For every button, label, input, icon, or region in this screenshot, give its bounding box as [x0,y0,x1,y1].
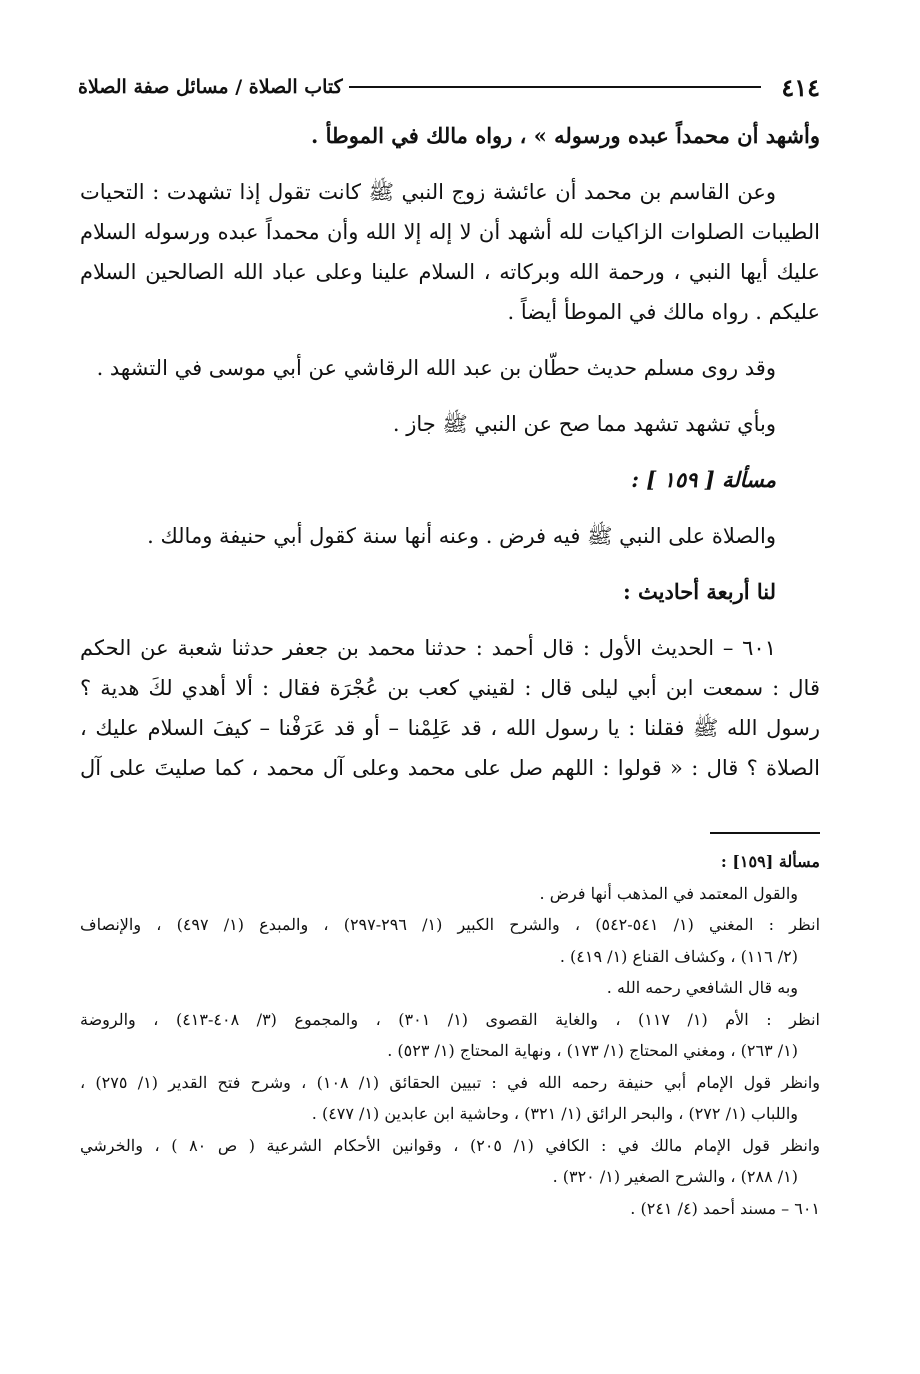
running-header [78,72,820,102]
running-title: كتاب الصلاة / مسائل صفة الصلاة [78,76,343,98]
footnote-line: انظر : المغني (١/ ٥٤١-٥٤٢) ، والشرح الكبير (١/ ٢٩٦-٢٩٧) ، والمبدع (١/ ٤٩٧) ، والإنصاف [80,915,820,934]
text-line: وقد روى مسلم حديث حطّان بن عبد الله الرقاشي عن أبي موسى في التشهد . [96,356,776,380]
footnote-line: (٢/ ١١٦) ، وكشاف القناع (١/ ٤١٩) . [559,946,798,966]
footnote-line: (١/ ٢٦٣) ، ومغني المحتاج (١/ ١٧٣) ، ونهاية المحتاج (١/ ٥٢٣) . [387,1041,798,1060]
main-text [80,116,820,788]
text-line: وأشهد أن محمداً عبده ورسوله » ، رواه مالك في الموطأ . [311,123,820,148]
text-line: عليكم . رواه مالك في الموطأ أيضاً . [507,300,820,324]
text-line: وعن القاسم بن محمد أن عائشة زوج النبي ﷺ كانت تقول إذا تشهدت : التحيات [80,180,776,204]
issue-heading: مسألة [ ١٥٩ ] : [631,467,776,492]
footnote-line: وانظر قول الإمام مالك في : الكافي (١/ ٢٠٥) ، وقوانين الأحكام الشرعية ( ص ٨٠ ) ، والخرشي [80,1135,820,1155]
footnote-line: انظر : الأم (١/ ١١٧) ، والغاية القصوى (١/ ٣٠١) ، والمجموع (٣/ ٤٠٨-٤١٣) ، والروضة [80,1009,820,1029]
header-rule [349,86,762,88]
text-line: والصلاة على النبي ﷺ فيه فرض . وعنه أنها سنة كقول أبي حنيفة ومالك . [147,524,776,548]
hadith-line: ٦٠١ – الحديث الأول : قال أحمد : حدثنا محمد بن جعفر حدثنا شعبة عن الحكم [80,636,776,660]
text-line: الطيبات الصلوات الزاكيات لله أشهد أن لا إله إلا الله وأن محمداً عبده ورسوله السلام [80,220,820,244]
footnote-line: ٦٠١ – مسند أحمد (٤/ ٢٤١) . [630,1198,820,1218]
footnote-line: والقول المعتمد في المذهب أنها فرض . [539,883,798,903]
text-line: عليك أيها النبي ، ورحمة الله وبركاته ، السلام علينا وعلى عباد الله الصالحين السلام [80,260,820,284]
hadith-line: الصلاة ؟ قال : « قولوا : اللهم صل على محمد وعلى آل محمد ، كما صليتَ على آل [80,756,820,780]
text-line: وبأي تشهد تشهد مما صح عن النبي ﷺ جاز . [392,412,776,436]
footnote-line: وبه قال الشافعي رحمه الله . [606,978,798,997]
hadith-line: قال : سمعت ابن أبي ليلى قال : لقيني كعب بن عُجْرَة فقال : ألا أهدي لكَ هدية ؟ [80,676,820,700]
text-line: لنا أربعة أحاديث : [622,579,776,604]
footnote-heading: مسألة [١٥٩] : [720,852,820,871]
footnote-line: واللباب (١/ ٢٧٢) ، والبحر الرائق (١/ ٣٢١) ، وحاشية ابن عابدين (١/ ٤٧٧) . [311,1104,798,1123]
footnote-line: (١/ ٢٨٨) ، والشرح الصغير (١/ ٣٢٠) . [552,1167,798,1186]
footnote-line: وانظر قول الإمام أبي حنيفة رحمه الله في : تبيين الحقائق (١/ ١٠٨) ، وشرح فتح القدير (١/ ٢٧٥) ، [80,1072,820,1092]
footnotes [80,846,820,1224]
page-number: ٤١٤ [781,72,820,102]
hadith-line: رسول الله ﷺ فقلنا : يا رسول الله ، قد عَلِمْنا – أو قد عَرَفْنا – كيفَ السلام عليك ، [80,716,820,740]
footnote-separator [710,832,820,834]
